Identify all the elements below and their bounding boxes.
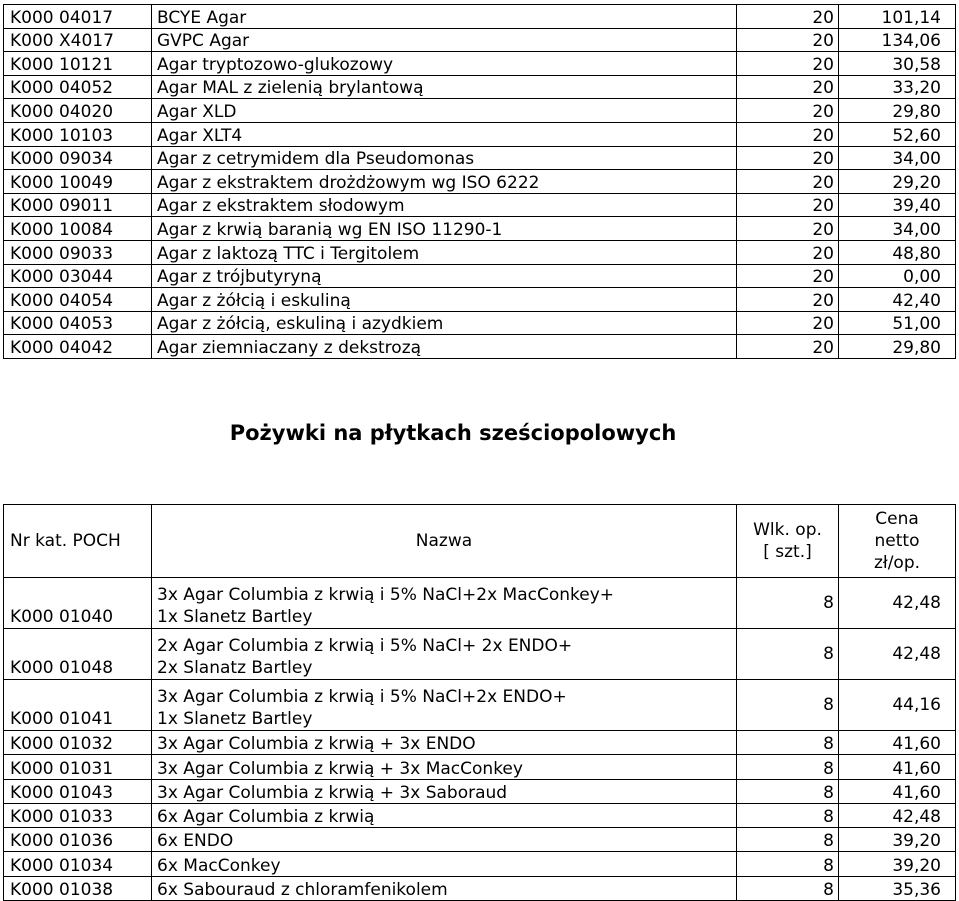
- header-package-size-line2: [ szt.]: [763, 542, 812, 562]
- price: 42,48: [839, 803, 956, 827]
- price: 29,80: [839, 99, 956, 123]
- table-row: [4, 240, 956, 264]
- catalog-number: K000 10049: [4, 170, 152, 194]
- package-size: 20: [737, 170, 839, 194]
- package-size: 8: [737, 755, 839, 779]
- table-row: [4, 99, 956, 123]
- price: 33,20: [839, 75, 956, 99]
- product-name: 3x Agar Columbia z krwią + 3x MacConkey: [152, 755, 737, 779]
- price: 30,58: [839, 52, 956, 76]
- price: 39,20: [839, 828, 956, 852]
- price: 41,60: [839, 779, 956, 803]
- package-size: 20: [737, 193, 839, 217]
- product-name: Agar z trójbutyryną: [152, 264, 737, 288]
- table-row: [4, 311, 956, 335]
- catalog-number: K000 01048: [4, 629, 152, 680]
- package-size: 8: [737, 828, 839, 852]
- product-name: [152, 578, 737, 629]
- catalog-number: K000 01038: [4, 876, 152, 900]
- product-name-line1: 2x Agar Columbia z krwią i 5% NaCl+ 2x ENDO+: [157, 636, 573, 656]
- price: 34,00: [839, 146, 956, 170]
- table-row: [4, 578, 956, 629]
- catalog-number: K000 10103: [4, 122, 152, 146]
- catalog-number: K000 09034: [4, 146, 152, 170]
- catalog-number: K000 04020: [4, 99, 152, 123]
- header-row: [4, 505, 956, 578]
- package-size: 20: [737, 146, 839, 170]
- header-name: Nazwa: [152, 505, 737, 578]
- package-size: 8: [737, 779, 839, 803]
- package-size: 8: [737, 578, 839, 629]
- table-row: [4, 852, 956, 876]
- price: 29,80: [839, 335, 956, 359]
- package-size: 20: [737, 288, 839, 312]
- catalog-number: K000 03044: [4, 264, 152, 288]
- catalog-number: K000 10084: [4, 217, 152, 241]
- table-row: [4, 217, 956, 241]
- package-size: 20: [737, 264, 839, 288]
- price: 42,40: [839, 288, 956, 312]
- package-size: 20: [737, 75, 839, 99]
- product-name: Agar z żółcią, eskuliną i azydkiem: [152, 311, 737, 335]
- catalog-number: K000 04017: [4, 5, 152, 29]
- table-row: [4, 680, 956, 731]
- product-name: Agar ziemniaczany z dekstrozą: [152, 335, 737, 359]
- package-size: 20: [737, 217, 839, 241]
- table-row: [4, 779, 956, 803]
- product-name: Agar z cetrymidem dla Pseudomonas: [152, 146, 737, 170]
- price: 39,40: [839, 193, 956, 217]
- price: 48,80: [839, 240, 956, 264]
- catalog-number: K000 01041: [4, 680, 152, 731]
- catalog-number: K000 01034: [4, 852, 152, 876]
- table-row: [4, 5, 956, 29]
- table-row: [4, 755, 956, 779]
- catalog-number: K000 04052: [4, 75, 152, 99]
- price: 44,16: [839, 680, 956, 731]
- price: 42,48: [839, 578, 956, 629]
- product-name: BCYE Agar: [152, 5, 737, 29]
- header-package-size: [737, 505, 839, 578]
- table-row: [4, 75, 956, 99]
- product-name-line1: 3x Agar Columbia z krwią i 5% NaCl+2x MacConkey+: [157, 585, 615, 605]
- header-price: [839, 505, 956, 578]
- table-row: [4, 828, 956, 852]
- package-size: 20: [737, 52, 839, 76]
- product-name: Agar MAL z zielenią brylantową: [152, 75, 737, 99]
- catalog-number: K000 01032: [4, 731, 152, 755]
- price: 29,20: [839, 170, 956, 194]
- catalog-number: K000 01043: [4, 779, 152, 803]
- price: 134,06: [839, 28, 956, 52]
- price: 41,60: [839, 755, 956, 779]
- product-name-line2: 2x Slanatz Bartley: [157, 658, 313, 678]
- catalog-number: K000 10121: [4, 52, 152, 76]
- catalog-number: K000 01036: [4, 828, 152, 852]
- table-row: [4, 629, 956, 680]
- product-name-line1: 3x Agar Columbia z krwią i 5% NaCl+2x ENDO+: [157, 687, 567, 707]
- table-row: [4, 876, 956, 900]
- product-name: [152, 680, 737, 731]
- header-package-size-line1: Wlk. op.: [753, 520, 822, 540]
- price: 35,36: [839, 876, 956, 900]
- table-row: [4, 731, 956, 755]
- package-size: 20: [737, 122, 839, 146]
- product-name: 3x Agar Columbia z krwią + 3x ENDO: [152, 731, 737, 755]
- product-name: Agar z krwią baranią wg EN ISO 11290-1: [152, 217, 737, 241]
- agar-price-table: [3, 4, 956, 359]
- table-row: [4, 122, 956, 146]
- product-name: Agar z ekstraktem słodowym: [152, 193, 737, 217]
- package-size: 20: [737, 99, 839, 123]
- package-size: 20: [737, 240, 839, 264]
- product-name: Agar tryptozowo-glukozowy: [152, 52, 737, 76]
- product-name: Agar z ekstraktem drożdżowym wg ISO 6222: [152, 170, 737, 194]
- product-name: 6x ENDO: [152, 828, 737, 852]
- six-field-plates-table: [3, 504, 956, 901]
- price: 39,20: [839, 852, 956, 876]
- package-size: 20: [737, 28, 839, 52]
- product-name: Agar XLT4: [152, 122, 737, 146]
- package-size: 8: [737, 680, 839, 731]
- product-name: Agar XLD: [152, 99, 737, 123]
- product-name: [152, 629, 737, 680]
- table-row: [4, 170, 956, 194]
- header-price-line1: Cena: [875, 509, 919, 529]
- catalog-number: K000 01040: [4, 578, 152, 629]
- package-size: 8: [737, 852, 839, 876]
- table-row: [4, 803, 956, 827]
- package-size: 8: [737, 731, 839, 755]
- product-name-line2: 1x Slanetz Bartley: [157, 607, 313, 627]
- table-row: [4, 28, 956, 52]
- package-size: 20: [737, 335, 839, 359]
- header-price-line2: netto: [874, 531, 920, 551]
- product-name: GVPC Agar: [152, 28, 737, 52]
- package-size: 8: [737, 803, 839, 827]
- product-name: Agar z żółcią i eskuliną: [152, 288, 737, 312]
- catalog-number: K000 04053: [4, 311, 152, 335]
- header-catalog-number: Nr kat. POCH: [4, 505, 152, 578]
- price: 51,00: [839, 311, 956, 335]
- product-name: 6x Sabouraud z chloramfenikolem: [152, 876, 737, 900]
- table-row: [4, 193, 956, 217]
- table-row: [4, 146, 956, 170]
- price: 41,60: [839, 731, 956, 755]
- package-size: 8: [737, 876, 839, 900]
- price: 101,14: [839, 5, 956, 29]
- header-price-line3: zł/op.: [873, 553, 921, 573]
- table-row: [4, 52, 956, 76]
- price: 0,00: [839, 264, 956, 288]
- catalog-number: K000 09011: [4, 193, 152, 217]
- catalog-number: K000 X4017: [4, 28, 152, 52]
- catalog-number: K000 01033: [4, 803, 152, 827]
- price: 42,48: [839, 629, 956, 680]
- package-size: 8: [737, 629, 839, 680]
- product-name: 6x MacConkey: [152, 852, 737, 876]
- section-title: Pożywki na płytkach sześciopolowych: [229, 421, 677, 445]
- table-row: [4, 335, 956, 359]
- catalog-number: K000 01031: [4, 755, 152, 779]
- catalog-number: K000 04042: [4, 335, 152, 359]
- product-name: 3x Agar Columbia z krwią + 3x Saboraud: [152, 779, 737, 803]
- package-size: 20: [737, 311, 839, 335]
- price: 52,60: [839, 122, 956, 146]
- product-name-line2: 1x Slanetz Bartley: [157, 709, 313, 729]
- price: 34,00: [839, 217, 956, 241]
- table-row: [4, 288, 956, 312]
- product-name: Agar z laktozą TTC i Tergitolem: [152, 240, 737, 264]
- table-row: [4, 264, 956, 288]
- catalog-number: K000 04054: [4, 288, 152, 312]
- package-size: 20: [737, 5, 839, 29]
- product-name: 6x Agar Columbia z krwią: [152, 803, 737, 827]
- catalog-number: K000 09033: [4, 240, 152, 264]
